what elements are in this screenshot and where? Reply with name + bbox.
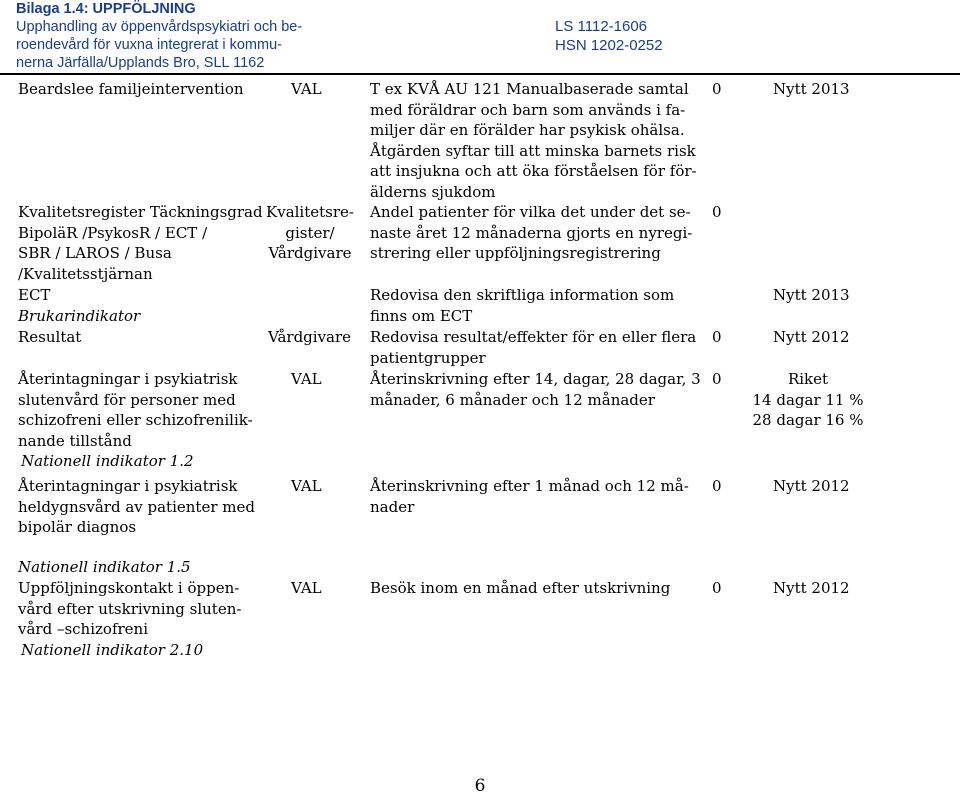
- row-description: [370, 202, 692, 264]
- desc-line: patientgrupper: [370, 348, 486, 367]
- row-description: [370, 327, 696, 368]
- desc-line: med föräldrar och barn som används i fa-: [370, 100, 686, 119]
- source-line: gister/: [285, 223, 335, 242]
- row-description: [370, 79, 697, 202]
- row-value: 0: [712, 80, 722, 98]
- header-rule: [0, 73, 960, 75]
- row-status: [748, 369, 868, 431]
- row-value: 0: [712, 477, 722, 495]
- row-description: [370, 285, 674, 326]
- header-line: roendevård för vuxna integrerat i kommu-: [16, 37, 282, 53]
- name-line: Återintagningar i psykiatrisk: [18, 477, 238, 495]
- header-line: nerna Järfälla/Upplands Bro, SLL 1162: [16, 55, 265, 71]
- status-line: 28 dagar 16 %: [752, 411, 864, 429]
- row-name: Beardslee familjeintervention: [18, 80, 244, 98]
- row-source: [262, 202, 358, 264]
- name-line: vård –schizofreni: [18, 620, 149, 638]
- source-line: Kvalitetsre-: [266, 203, 354, 221]
- reference-numbers: [555, 18, 663, 55]
- row-name: [18, 369, 253, 472]
- name-line: /Kvalitetsstjärnan: [18, 264, 153, 283]
- name-line: BipoläR /PsykosR / ECT /: [18, 223, 208, 242]
- document-header: [16, 0, 302, 72]
- status-line: Riket: [787, 370, 829, 388]
- row-value: 0: [712, 370, 722, 388]
- reference-hsn: HSN 1202-0252: [555, 36, 663, 54]
- row-value: 0: [712, 203, 722, 221]
- reference-ls: LS 1112-1606: [555, 18, 648, 35]
- row-source: VAL: [291, 80, 322, 98]
- name-line: ECT: [18, 286, 51, 304]
- name-line: nande tillstånd: [18, 431, 132, 450]
- row-status: Nytt 2012: [773, 579, 850, 597]
- indicator-label: Nationell indikator 1.2: [21, 452, 194, 470]
- row-status: Nytt 2013: [773, 80, 850, 98]
- row-description: [370, 369, 701, 410]
- desc-line: Redovisa den skriftliga information som: [370, 286, 675, 304]
- row-status: Nytt 2013: [773, 286, 850, 304]
- name-line: Kvalitetsregister Täckningsgrad: [18, 203, 263, 221]
- source-line: Vårdgivare: [268, 244, 352, 262]
- name-line: slutenvård för personer med: [18, 390, 236, 409]
- desc-line: Andel patienter för vilka det under det se-: [370, 203, 691, 221]
- desc-line: finns om ECT: [370, 306, 473, 325]
- desc-line: att insjukna och att öka förståelsen för för-: [370, 162, 697, 180]
- name-line: bipolär diagnos: [18, 518, 137, 536]
- desc-line: Återinskrivning efter 1 månad och 12 må-: [370, 477, 689, 495]
- desc-line: Redovisa resultat/effekter för en eller flera: [370, 328, 697, 346]
- header-line: Upphandling av öppenvårdspsykiatri och be-: [16, 19, 303, 35]
- name-line: SBR / LAROS / Busa: [18, 244, 172, 262]
- desc-line: Åtgärden syftar till att minska barnets risk: [370, 141, 696, 160]
- row-name: [18, 285, 140, 326]
- indicator-label: Nationell indikator 2.10: [21, 640, 204, 659]
- name-line: schizofreni eller schizofrenilik-: [18, 411, 253, 429]
- desc-line: miljer där en förälder har psykisk ohälsa.: [370, 121, 685, 139]
- row-name: Resultat: [18, 328, 82, 346]
- row-description: Besök inom en månad efter utskrivning: [370, 579, 671, 597]
- row-value: 0: [712, 579, 722, 597]
- desc-line: naste året 12 månaderna gjorts en nyregi-: [370, 223, 693, 242]
- desc-line: Återinskrivning efter 14, dagar, 28 dagar, 3: [370, 370, 701, 388]
- row-description: [370, 476, 689, 517]
- row-name: [18, 578, 241, 660]
- attachment-title: Bilaga 1.4: UPPFÖLJNING: [16, 1, 196, 17]
- name-line: Återintagningar i psykiatrisk: [18, 370, 238, 388]
- row-source: VAL: [291, 477, 322, 495]
- row-status: Nytt 2012: [773, 477, 850, 495]
- desc-line: strering eller uppföljningsregistrering: [370, 244, 661, 262]
- row-source: VAL: [291, 579, 322, 597]
- row-value: 0: [712, 328, 722, 346]
- status-line: 14 dagar 11 %: [752, 390, 864, 409]
- desc-line: T ex KVÅ AU 121 Manualbaserade samtal: [370, 80, 689, 98]
- name-line: Uppföljningskontakt i öppen-: [18, 579, 240, 597]
- name-line: heldygnsvård av patienter med: [18, 497, 255, 516]
- desc-line: älderns sjukdom: [370, 182, 496, 201]
- row-name: [18, 476, 255, 538]
- indicator-label: Brukarindikator: [18, 306, 141, 325]
- row-source: VAL: [291, 370, 322, 388]
- row-name: [18, 202, 263, 284]
- name-line: vård efter utskrivning sluten-: [18, 599, 242, 618]
- desc-line: månader, 6 månader och 12 månader: [370, 390, 655, 409]
- row-source: Vårdgivare: [268, 328, 352, 346]
- row-status: Nytt 2012: [773, 328, 850, 346]
- indicator-label: Nationell indikator 1.5: [18, 558, 191, 576]
- page-number: 6: [474, 776, 486, 796]
- desc-line: nader: [370, 497, 415, 516]
